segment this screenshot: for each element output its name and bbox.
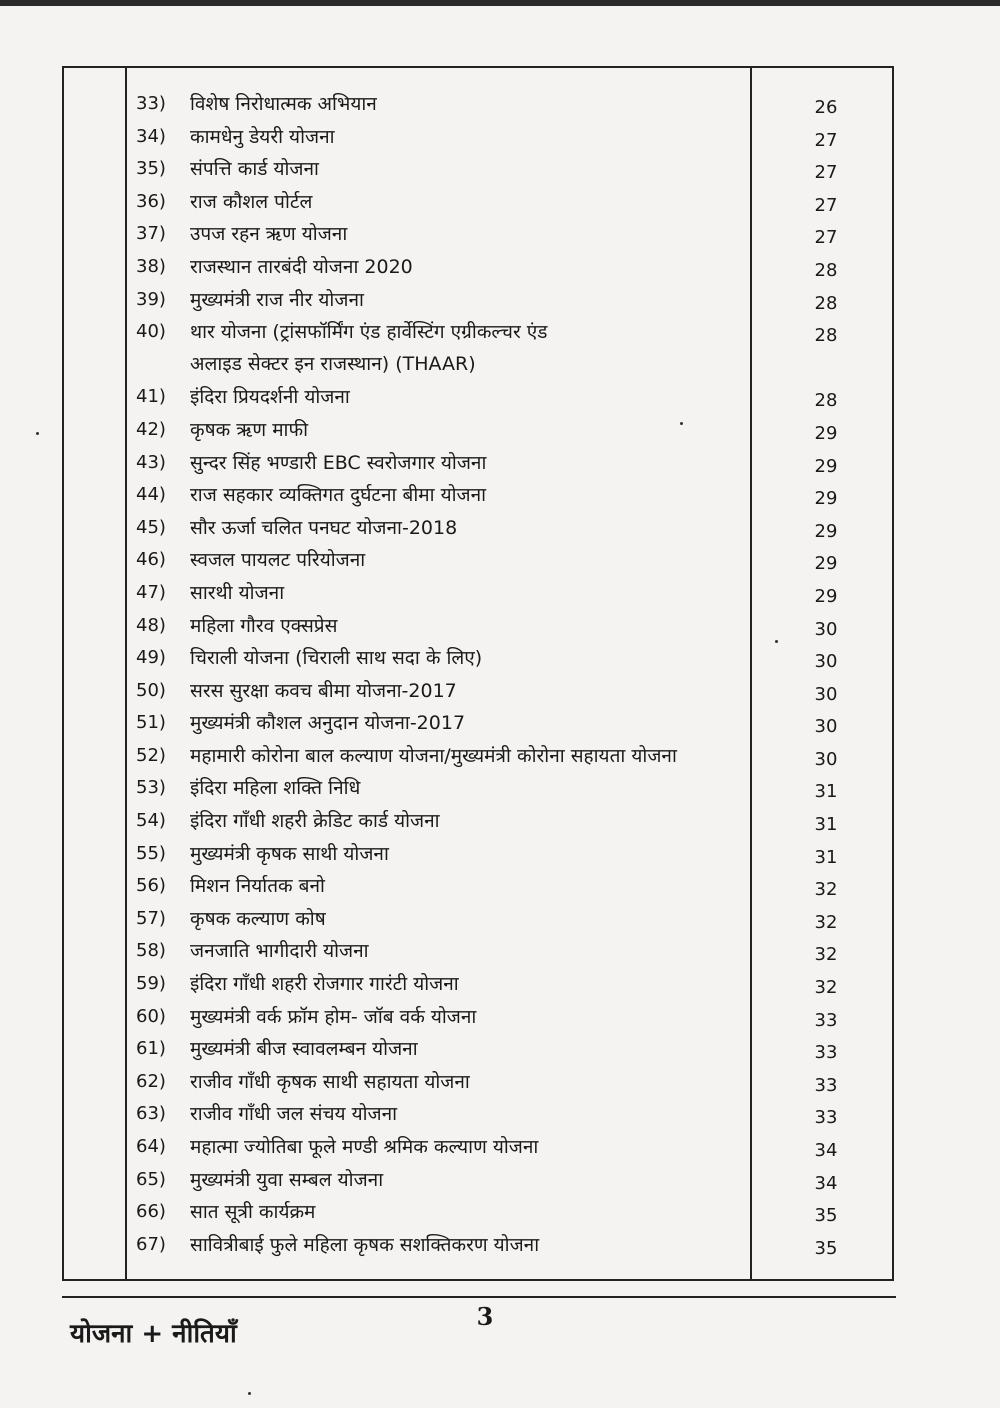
toc-entry-page: 32 [814, 944, 838, 966]
toc-entry [136, 284, 876, 317]
table-of-contents-frame [62, 66, 894, 1281]
toc-entry-number: 64) [136, 1136, 166, 1157]
toc-entry-page: 28 [814, 259, 838, 281]
toc-entry [136, 772, 876, 805]
toc-entry-title: राजीव गाँधी जल संचय योजना [190, 1103, 398, 1126]
paper-speck [36, 432, 39, 435]
toc-entry-page: 33 [814, 1042, 838, 1064]
toc-entry-page: 29 [814, 553, 838, 575]
toc-entry [136, 316, 876, 381]
toc-entry-page: 29 [814, 422, 838, 444]
toc-entry-title: स्वजल पायलट परियोजना [190, 549, 366, 572]
toc-entry-page: 29 [814, 455, 838, 477]
toc-entry-title: राज सहकार व्यक्तिगत दुर्घटना बीमा योजना [190, 484, 487, 507]
toc-entry-title: उपज रहन ऋण योजना [190, 223, 348, 246]
toc-entry-page: 30 [814, 716, 838, 738]
toc-entry-number: 65) [136, 1168, 166, 1190]
toc-entry [136, 479, 876, 512]
toc-entry-number: 61) [136, 1038, 166, 1060]
toc-entry [136, 675, 876, 708]
toc-entry-title: सौर ऊर्जा चलित पनघट योजना-2018 [190, 516, 458, 539]
toc-entry-title: संपत्ति कार्ड योजना [190, 158, 319, 181]
toc-entry-page: 32 [814, 977, 838, 999]
toc-entry [136, 707, 876, 740]
toc-entry-number: 62) [136, 1070, 166, 1092]
toc-entry-number: 40) [136, 321, 166, 343]
toc-entry-number: 38) [136, 255, 166, 277]
toc-entry-title: महात्मा ज्योतिबा फूले मण्डी श्रमिक कल्याण योजना [190, 1136, 539, 1158]
toc-entry-page: 29 [814, 585, 838, 607]
toc-entry-number: 39) [136, 288, 166, 310]
toc-entry-title: सुन्दर सिंह भण्डारी EBC स्वरोजगार योजना [190, 451, 487, 474]
paper-speck [248, 1392, 251, 1395]
toc-entry [136, 870, 876, 903]
toc-entry [136, 1001, 876, 1034]
toc-entry-title: सरस सुरक्षा कवच बीमा योजना-2017 [190, 679, 457, 702]
toc-entry-page: 31 [814, 781, 838, 803]
paper-speck [680, 422, 683, 425]
toc-entry-number: 52) [136, 744, 166, 766]
toc-entry-page: 35 [814, 1237, 838, 1259]
toc-entry [136, 610, 876, 643]
toc-entry [136, 903, 876, 936]
footer-rule [62, 1296, 896, 1298]
toc-entry-title-line-2: अलाइड सेक्टर इन राजस्थान) (THAAR) [190, 353, 476, 376]
toc-entry-title: राज कौशल पोर्टल [190, 190, 313, 213]
toc-entry-number: 54) [136, 810, 166, 832]
toc-entry-page: 33 [814, 1009, 838, 1031]
toc-entry-title: मुख्यमंत्री युवा सम्बल योजना [190, 1168, 384, 1191]
toc-entry-title: चिराली योजना (चिराली साथ सदा के लिए) [190, 647, 483, 670]
toc-entry-number: 59) [136, 973, 166, 995]
toc-entry-number: 66) [136, 1201, 166, 1223]
toc-entry-page: 31 [814, 846, 838, 868]
toc-entry-number: 53) [136, 777, 166, 799]
toc-entry-page: 28 [814, 390, 838, 412]
toc-entry-title: मुख्यमंत्री कृषक साथी योजना [190, 842, 389, 865]
toc-entry-page: 33 [814, 1107, 838, 1129]
toc-entry-title: जनजाति भागीदारी योजना [190, 940, 369, 963]
toc-entry-page: 32 [814, 911, 838, 933]
footer-book-title: योजना + नीतियाँ [70, 1319, 237, 1349]
toc-entry-number: 44) [136, 484, 166, 506]
toc-entry [136, 251, 876, 284]
toc-entry [136, 1131, 876, 1164]
toc-entry [136, 153, 876, 186]
toc-entry-number: 33) [136, 93, 166, 114]
toc-entry-title: मुख्यमंत्री राज नीर योजना [190, 288, 364, 311]
toc-entry-number: 58) [136, 940, 166, 962]
toc-entry-number: 37) [136, 223, 166, 245]
toc-entry-title: इंदिरा गाँधी शहरी क्रेडिट कार्ड योजना [190, 810, 440, 833]
toc-entry-title: इंदिरा प्रियदर्शनी योजना [190, 386, 350, 409]
page-top-edge [0, 0, 1000, 6]
toc-list [136, 88, 876, 1261]
toc-entry-page: 31 [814, 814, 838, 836]
toc-entry-title: कामधेनु डेयरी योजना [190, 125, 335, 148]
toc-entry-number: 36) [136, 190, 166, 212]
toc-entry-number: 34) [136, 125, 166, 147]
toc-entry-title [190, 316, 547, 380]
toc-entry-number: 51) [136, 712, 166, 734]
toc-entry [136, 381, 876, 414]
toc-entry-title: इंदिरा गाँधी शहरी रोजगार गारंटी योजना [190, 973, 459, 996]
toc-entry [136, 1033, 876, 1066]
toc-entry-number: 35) [136, 158, 166, 180]
toc-entry-number: 46) [136, 549, 166, 571]
toc-entry [136, 218, 876, 251]
toc-entry [136, 935, 876, 968]
toc-entry-number: 55) [136, 842, 166, 864]
toc-entry-page: 27 [814, 194, 838, 216]
toc-entry [136, 838, 876, 871]
toc-entry-page: 33 [814, 1074, 838, 1096]
toc-entry [136, 186, 876, 219]
toc-entry-page: 34 [814, 1172, 838, 1194]
toc-entry [136, 1098, 876, 1131]
toc-entry-title: कृषक ऋण माफी [190, 418, 309, 441]
toc-entry-title: सावित्रीबाई फुले महिला कृषक सशक्तिकरण योजना [190, 1233, 540, 1256]
toc-entry-number: 67) [136, 1233, 166, 1255]
toc-entry [136, 88, 876, 121]
toc-entry [136, 577, 876, 610]
toc-entry-number: 50) [136, 679, 166, 701]
toc-entry-number: 56) [136, 875, 166, 897]
toc-entry-title: विशेष निरोधात्मक अभियान [190, 93, 377, 115]
toc-entry-title: महामारी कोरोना बाल कल्याण योजना/मुख्यमंत्री कोरोना सहायता योजना [190, 744, 677, 767]
toc-entry-number: 60) [136, 1005, 166, 1027]
toc-entry-page: 27 [814, 227, 838, 249]
toc-entry [136, 121, 876, 154]
toc-entry-number: 42) [136, 418, 166, 440]
toc-entry-page: 30 [814, 651, 838, 673]
toc-entry-page: 30 [814, 683, 838, 705]
toc-entry-page: 29 [814, 520, 838, 542]
toc-entry-page: 30 [814, 748, 838, 770]
toc-entry [136, 544, 876, 577]
toc-entry-page: 30 [814, 618, 838, 640]
toc-entry-title: महिला गौरव एक्सप्रेस [190, 614, 338, 637]
toc-entry [136, 805, 876, 838]
toc-entry-title: इंदिरा महिला शक्ति निधि [190, 777, 361, 800]
left-column-rule [125, 68, 127, 1279]
paper-speck [775, 640, 778, 643]
toc-entry-title: मिशन निर्यातक बनो [190, 875, 325, 898]
toc-entry [136, 642, 876, 675]
toc-entry-title: मुख्यमंत्री बीज स्वावलम्बन योजना [190, 1038, 418, 1061]
toc-entry-number: 41) [136, 386, 166, 408]
toc-entry-page: 29 [814, 488, 838, 510]
toc-entry-page: 26 [814, 97, 838, 118]
toc-entry-number: 57) [136, 907, 166, 929]
toc-entry [136, 1066, 876, 1099]
toc-entry-page: 34 [814, 1140, 838, 1161]
toc-entry-page: 35 [814, 1205, 838, 1227]
toc-entry [136, 414, 876, 447]
toc-entry-number: 48) [136, 614, 166, 636]
toc-entry-page: 27 [814, 162, 838, 184]
toc-entry [136, 740, 876, 773]
toc-entry [136, 1196, 876, 1229]
toc-entry-title: सात सूत्री कार्यक्रम [190, 1201, 316, 1224]
toc-entry-page: 32 [814, 879, 838, 901]
toc-entry-page: 27 [814, 129, 838, 151]
toc-entry-page: 28 [814, 325, 838, 347]
footer-page-number: 3 [476, 1302, 494, 1331]
toc-entry [136, 1164, 876, 1197]
toc-entry-title: राजीव गाँधी कृषक साथी सहायता योजना [190, 1070, 470, 1093]
toc-entry-title-line-1: थार योजना (ट्रांसफॉर्मिंग एंड हार्वेस्टिंग एग्रीकल्चर एंड [190, 321, 548, 344]
toc-entry [136, 447, 876, 480]
toc-entry-title: सारथी योजना [190, 581, 285, 604]
toc-entry [136, 512, 876, 545]
toc-entry-number: 45) [136, 516, 166, 538]
toc-entry [136, 1229, 876, 1262]
toc-entry-number: 63) [136, 1103, 166, 1125]
toc-entry-page: 28 [814, 292, 838, 314]
toc-entry-title: मुख्यमंत्री कौशल अनुदान योजना-2017 [190, 712, 466, 735]
toc-entry [136, 968, 876, 1001]
toc-entry-number: 49) [136, 647, 166, 669]
toc-entry-number: 47) [136, 581, 166, 603]
toc-entry-title: राजस्थान तारबंदी योजना 2020 [190, 255, 413, 278]
toc-entry-number: 43) [136, 451, 166, 473]
toc-entry-title: कृषक कल्याण कोष [190, 907, 326, 930]
toc-entry-title: मुख्यमंत्री वर्क फ्रॉम होम- जॉब वर्क योजना [190, 1005, 477, 1028]
